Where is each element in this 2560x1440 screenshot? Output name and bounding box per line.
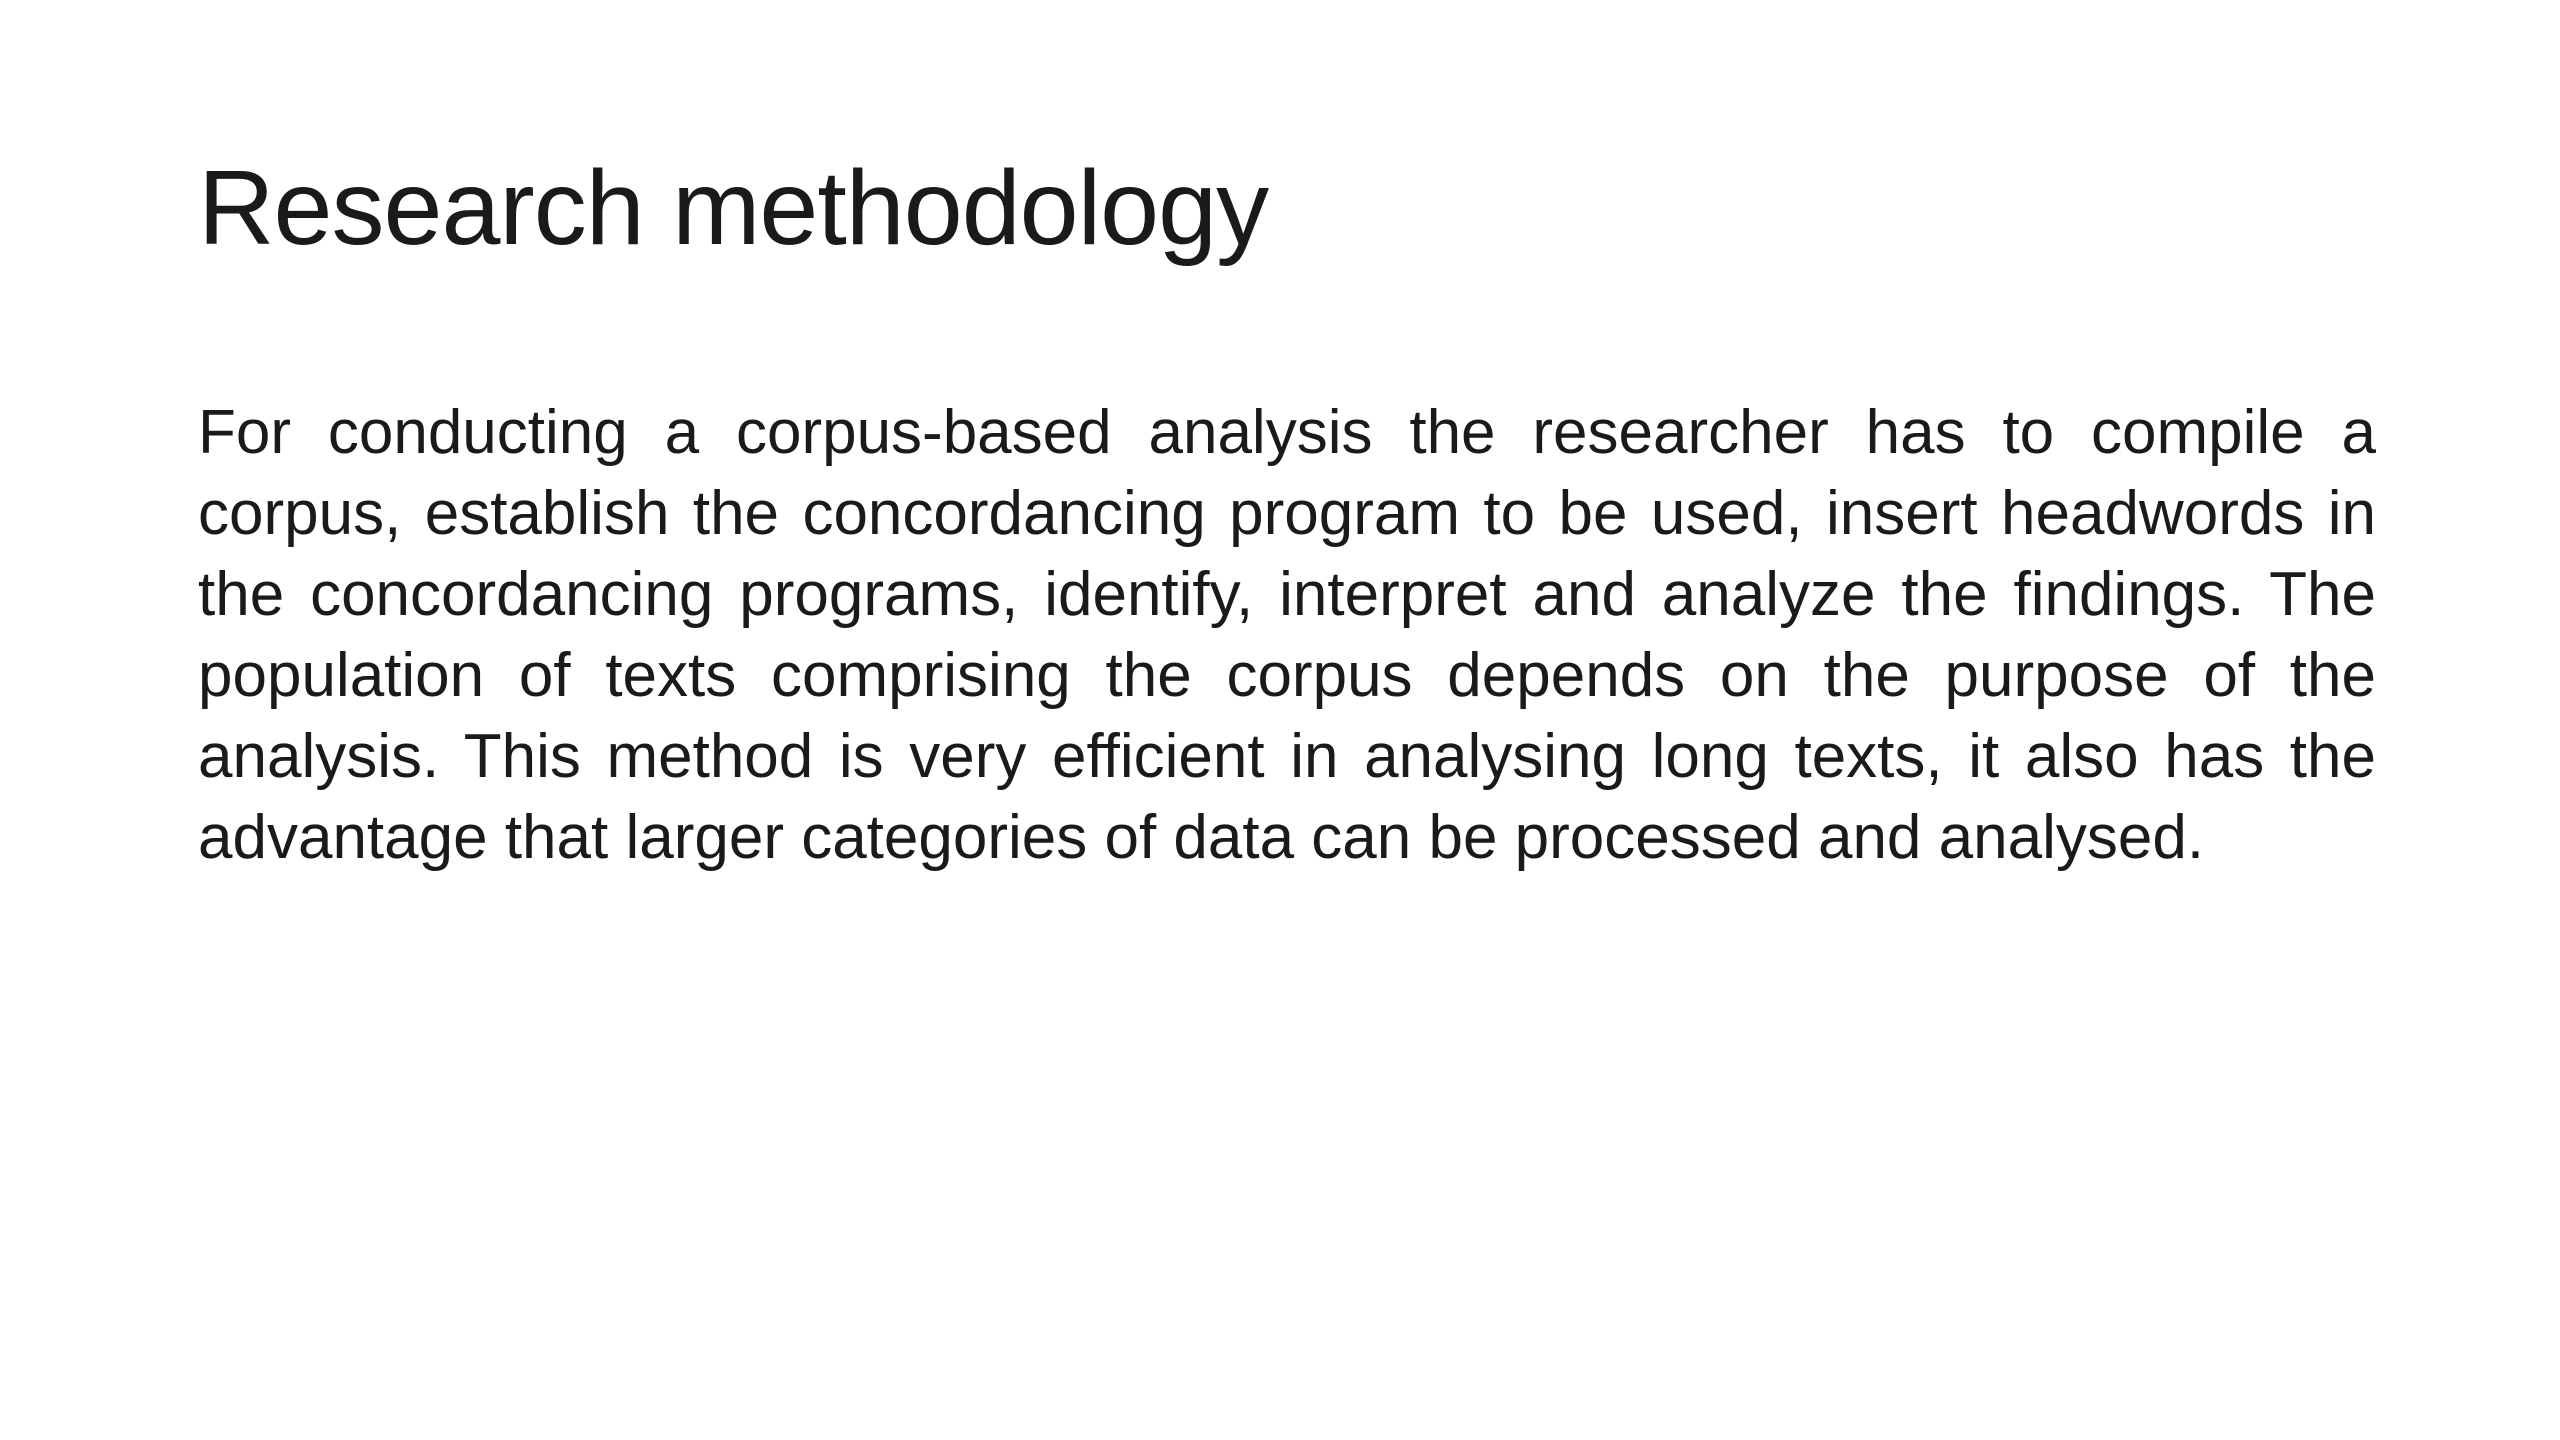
slide-title: Research methodology: [198, 149, 1269, 267]
slide-body-text: For conducting a corpus-based analysis the researcher has to compile a corpus, establish the concordancing program to be used, insert headwords in the concordancing programs, identify, interpret and analyze the findings. The population of texts comprising the corpus depends on the purpose of the analysis. This method is very efficient in analysing long texts, it also has the advantage that larger categories of data can be processed and analysed.: [198, 398, 2376, 872]
